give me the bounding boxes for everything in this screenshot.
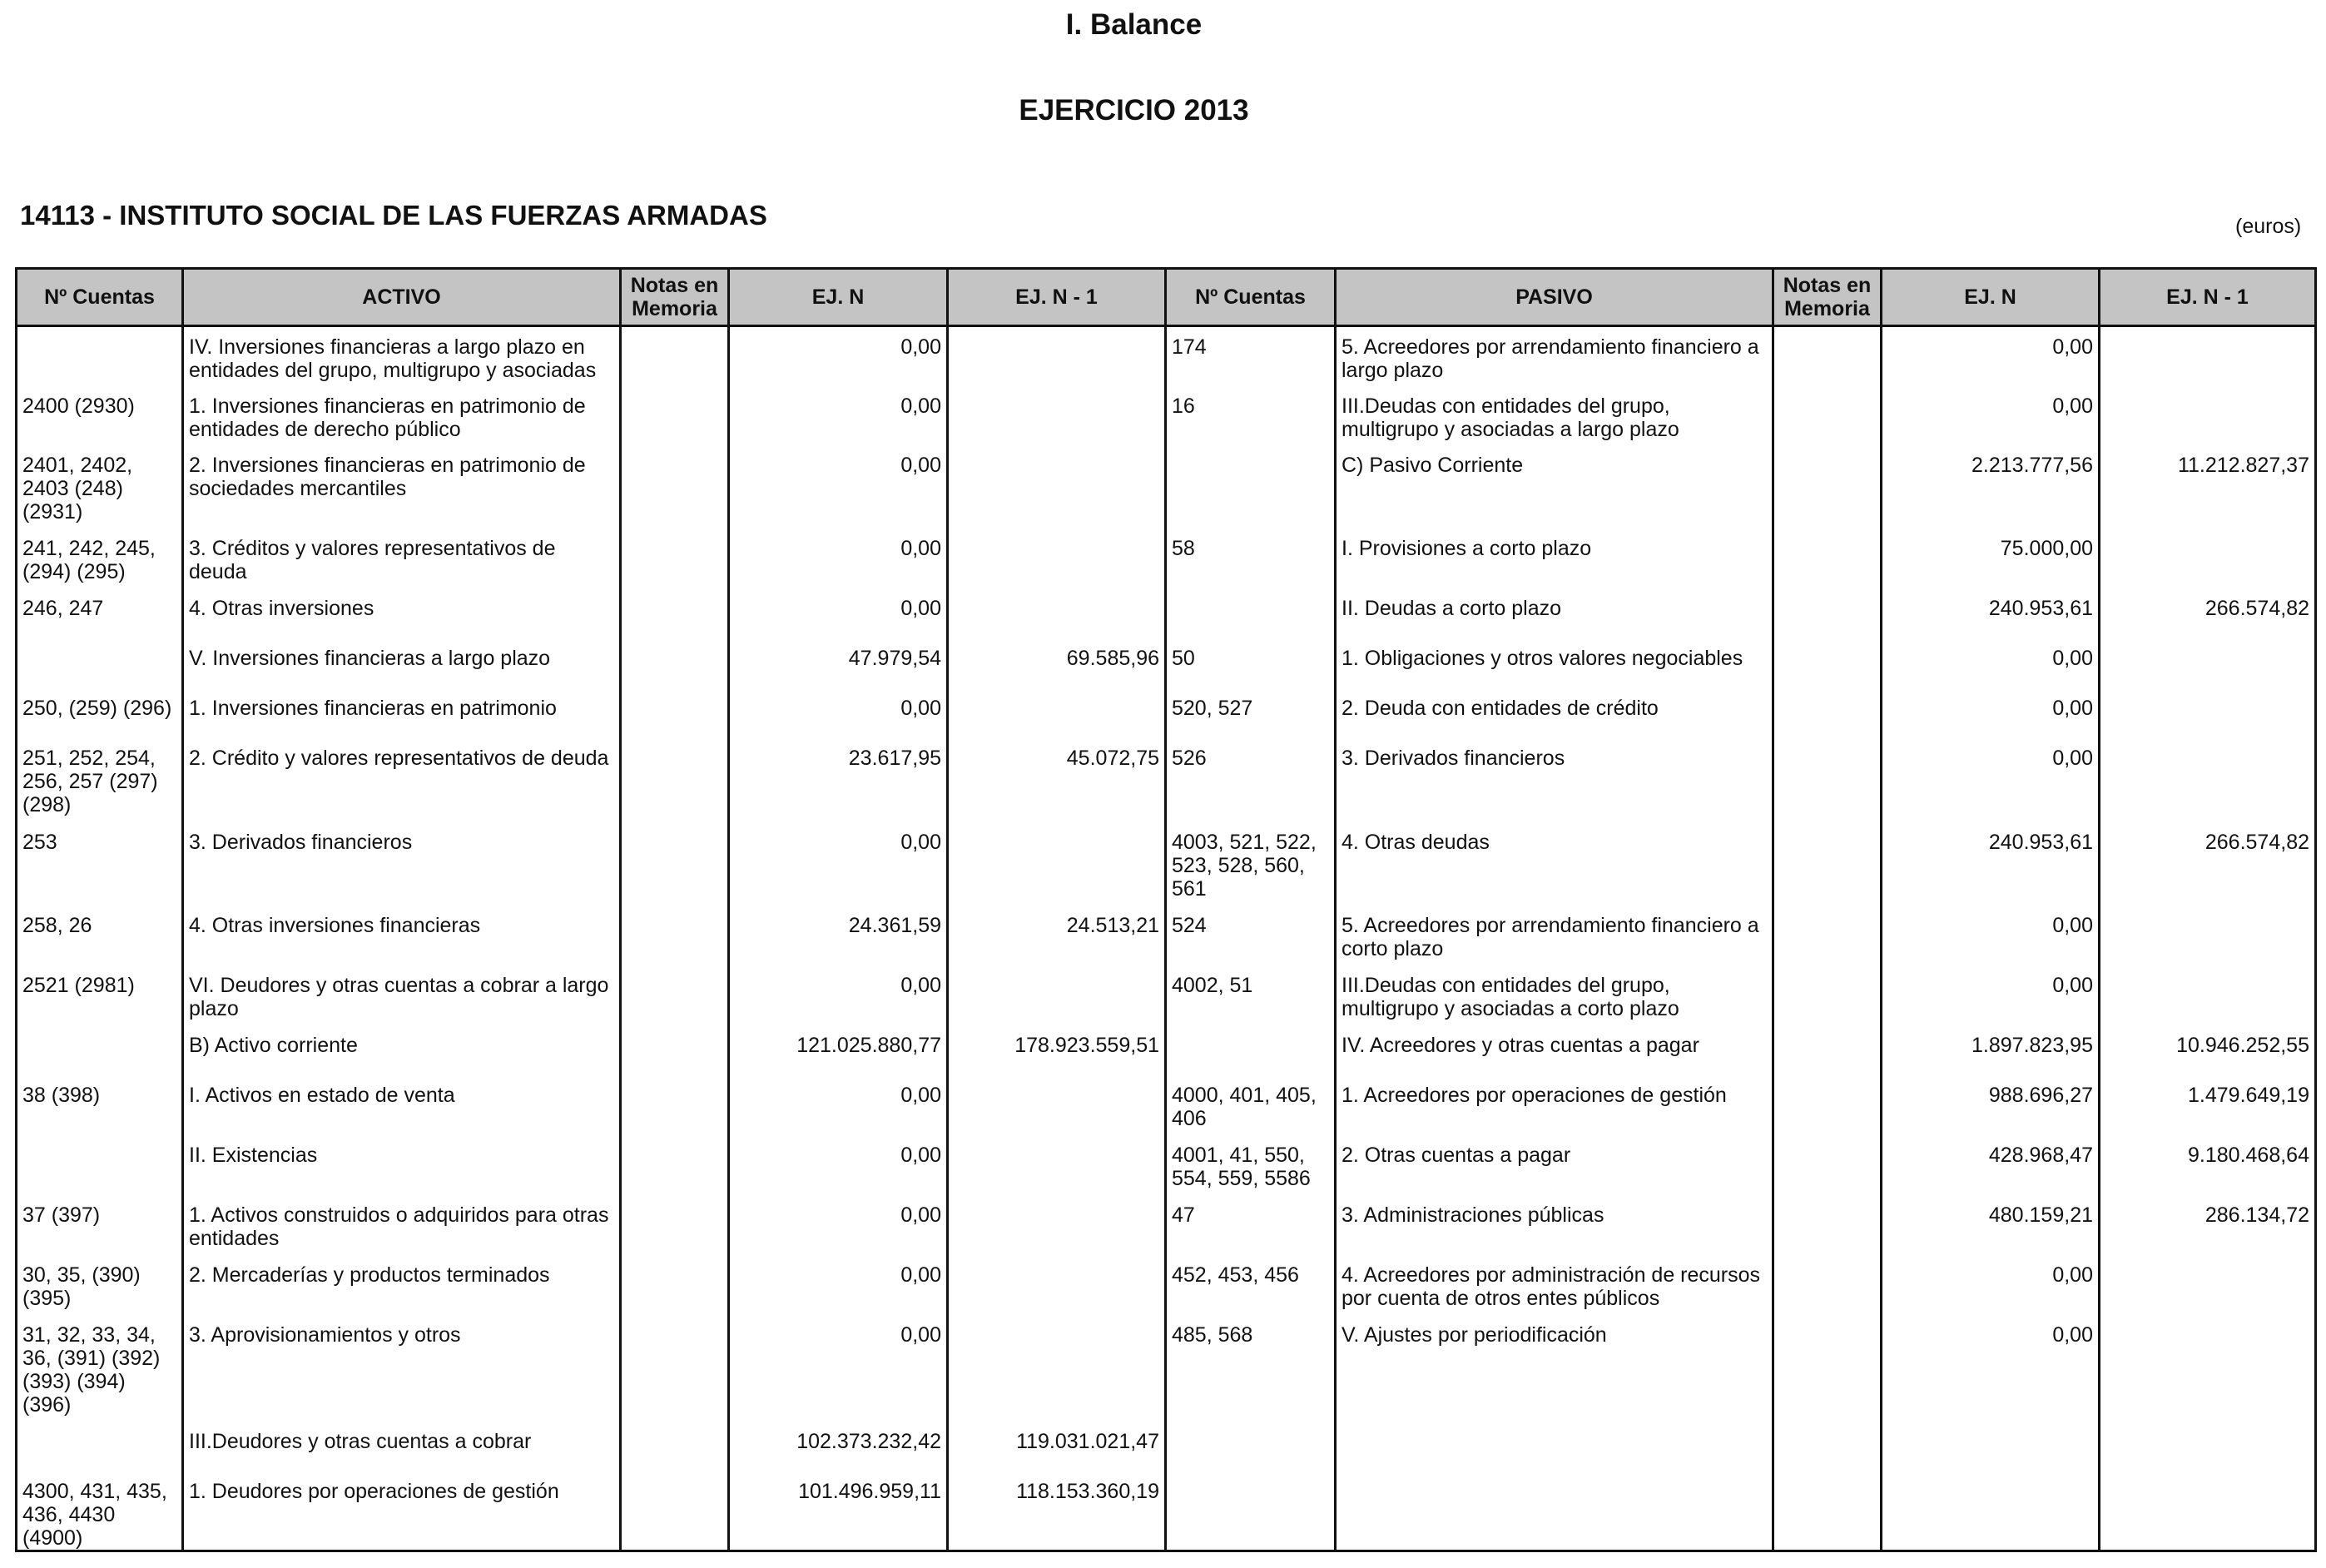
page-title: I. Balance <box>1065 8 1203 41</box>
table-row <box>17 822 2316 906</box>
liability-notes-cell <box>1773 326 1882 387</box>
asset-notes-cell <box>621 965 729 1025</box>
asset-prior-year-cell <box>948 326 1166 387</box>
liability-description-cell: 2. Deuda con entidades de crédito <box>1336 688 1773 738</box>
asset-description-cell: 1. Inversiones financieras en patrimonio <box>183 688 621 738</box>
liability-description-cell: 2. Otras cuentas a pagar <box>1336 1135 1773 1195</box>
asset-prior-year-cell <box>948 588 1166 638</box>
liability-notes-cell <box>1773 688 1882 738</box>
table-row <box>17 1025 2316 1075</box>
asset-account-cell <box>17 1135 183 1195</box>
liability-current-year-cell: 0,00 <box>1882 965 2100 1025</box>
table-row <box>17 326 2316 387</box>
liability-description-cell: III.Deudas con entidades del grupo, multigrupo y asociadas a corto plazo <box>1336 965 1773 1025</box>
liability-current-year-cell: 0,00 <box>1882 688 2100 738</box>
asset-notes-cell <box>621 1075 729 1135</box>
liability-description-cell: 1. Acreedores por operaciones de gestión <box>1336 1075 1773 1135</box>
asset-prior-year-cell: 178.923.559,51 <box>948 1025 1166 1075</box>
asset-notes-cell <box>621 588 729 638</box>
liability-current-year-cell: 0,00 <box>1882 906 2100 965</box>
table-row <box>17 638 2316 688</box>
liability-notes-cell <box>1773 445 1882 528</box>
table-row <box>17 528 2316 588</box>
liability-account-cell <box>1166 1422 1336 1471</box>
liability-account-cell: 4000, 401, 405, 406 <box>1166 1075 1336 1135</box>
asset-description-cell: 4. Otras inversiones <box>183 588 621 638</box>
col-header-liabilities-current-year: EJ. N <box>1882 269 2100 326</box>
liability-notes-cell <box>1773 638 1882 688</box>
liability-prior-year-cell <box>2100 906 2316 965</box>
liability-description-cell: V. Ajustes por periodificación <box>1336 1315 1773 1422</box>
liability-description-cell: 3. Administraciones públicas <box>1336 1195 1773 1255</box>
liability-prior-year-cell <box>2100 1471 2316 1551</box>
table-row <box>17 386 2316 445</box>
asset-account-cell <box>17 638 183 688</box>
asset-account-cell: 2401, 2402, 2403 (248) (2931) <box>17 445 183 528</box>
table-row <box>17 1471 2316 1551</box>
liability-notes-cell <box>1773 588 1882 638</box>
liability-account-cell <box>1166 588 1336 638</box>
asset-description-cell: 2. Inversiones financieras en patrimonio de sociedades mercantiles <box>183 445 621 528</box>
balance-table <box>15 267 2317 1552</box>
asset-prior-year-cell <box>948 965 1166 1025</box>
table-row <box>17 738 2316 822</box>
table-row <box>17 1422 2316 1471</box>
asset-account-cell: 2400 (2930) <box>17 386 183 445</box>
asset-prior-year-cell: 119.031.021,47 <box>948 1422 1166 1471</box>
asset-description-cell: 1. Activos construidos o adquiridos para otras entidades <box>183 1195 621 1255</box>
asset-notes-cell <box>621 1471 729 1551</box>
asset-notes-cell <box>621 528 729 588</box>
fiscal-year-title: EJERCICIO 2013 <box>1019 94 1249 127</box>
asset-notes-cell <box>621 445 729 528</box>
asset-description-cell: IV. Inversiones financieras a largo plazo en entidades del grupo, multigrupo y asociadas <box>183 326 621 387</box>
liability-account-cell: 174 <box>1166 326 1336 387</box>
asset-prior-year-cell <box>948 445 1166 528</box>
table-row <box>17 906 2316 965</box>
asset-notes-cell <box>621 822 729 906</box>
asset-notes-cell <box>621 1195 729 1255</box>
table-row <box>17 1075 2316 1135</box>
asset-current-year-cell: 0,00 <box>729 588 948 638</box>
liability-notes-cell <box>1773 822 1882 906</box>
liability-notes-cell <box>1773 528 1882 588</box>
asset-description-cell: 2. Mercaderías y productos terminados <box>183 1255 621 1315</box>
liability-description-cell: I. Provisiones a corto plazo <box>1336 528 1773 588</box>
col-header-assets-current-year: EJ. N <box>729 269 948 326</box>
asset-description-cell: VI. Deudores y otras cuentas a cobrar a largo plazo <box>183 965 621 1025</box>
liability-account-cell: 16 <box>1166 386 1336 445</box>
asset-account-cell: 30, 35, (390) (395) <box>17 1255 183 1315</box>
asset-prior-year-cell <box>948 1255 1166 1315</box>
liability-description-cell: 4. Otras deudas <box>1336 822 1773 906</box>
liability-prior-year-cell <box>2100 738 2316 822</box>
liability-notes-cell <box>1773 738 1882 822</box>
asset-account-cell: 4300, 431, 435, 436, 4430 (4900) <box>17 1471 183 1551</box>
asset-description-cell: 4. Otras inversiones financieras <box>183 906 621 965</box>
asset-account-cell <box>17 326 183 387</box>
asset-account-cell <box>17 1422 183 1471</box>
asset-current-year-cell: 101.496.959,11 <box>729 1471 948 1551</box>
liability-notes-cell <box>1773 1195 1882 1255</box>
asset-notes-cell <box>621 688 729 738</box>
liability-description-cell: 4. Acreedores por administración de recursos por cuenta de otros entes públicos <box>1336 1255 1773 1315</box>
liability-current-year-cell: 240.953,61 <box>1882 588 2100 638</box>
asset-notes-cell <box>621 1255 729 1315</box>
asset-prior-year-cell <box>948 528 1166 588</box>
liability-notes-cell <box>1773 1135 1882 1195</box>
asset-description-cell: 3. Aprovisionamientos y otros <box>183 1315 621 1422</box>
liability-prior-year-cell: 1.479.649,19 <box>2100 1075 2316 1135</box>
liability-current-year-cell <box>1882 1422 2100 1471</box>
liability-account-cell <box>1166 445 1336 528</box>
col-header-assets-notes: Notas en Memoria <box>621 269 729 326</box>
col-header-liabilities-accounts: Nº Cuentas <box>1166 269 1336 326</box>
asset-notes-cell <box>621 326 729 387</box>
asset-description-cell: 2. Crédito y valores representativos de deuda <box>183 738 621 822</box>
asset-account-cell: 253 <box>17 822 183 906</box>
asset-current-year-cell: 0,00 <box>729 1315 948 1422</box>
liability-notes-cell <box>1773 965 1882 1025</box>
asset-current-year-cell: 47.979,54 <box>729 638 948 688</box>
currency-units: (euros) <box>2235 215 2302 238</box>
liability-description-cell: C) Pasivo Corriente <box>1336 445 1773 528</box>
asset-prior-year-cell <box>948 822 1166 906</box>
liability-prior-year-cell <box>2100 1255 2316 1315</box>
asset-current-year-cell: 0,00 <box>729 1075 948 1135</box>
liability-prior-year-cell <box>2100 386 2316 445</box>
liability-prior-year-cell <box>2100 528 2316 588</box>
col-header-liabilities-notes: Notas en Memoria <box>1773 269 1882 326</box>
liability-prior-year-cell: 286.134,72 <box>2100 1195 2316 1255</box>
liability-prior-year-cell: 266.574,82 <box>2100 588 2316 638</box>
asset-account-cell: 38 (398) <box>17 1075 183 1135</box>
col-header-assets-prior-year: EJ. N - 1 <box>948 269 1166 326</box>
liability-description-cell <box>1336 1471 1773 1551</box>
asset-current-year-cell: 121.025.880,77 <box>729 1025 948 1075</box>
col-header-liabilities: PASIVO <box>1336 269 1773 326</box>
liability-prior-year-cell <box>2100 688 2316 738</box>
liability-prior-year-cell <box>2100 965 2316 1025</box>
asset-account-cell: 2521 (2981) <box>17 965 183 1025</box>
liability-prior-year-cell <box>2100 638 2316 688</box>
table-row <box>17 965 2316 1025</box>
asset-prior-year-cell: 69.585,96 <box>948 638 1166 688</box>
liability-account-cell: 4003, 521, 522, 523, 528, 560, 561 <box>1166 822 1336 906</box>
liability-account-cell: 47 <box>1166 1195 1336 1255</box>
asset-current-year-cell: 0,00 <box>729 1255 948 1315</box>
asset-current-year-cell: 0,00 <box>729 965 948 1025</box>
liability-account-cell: 452, 453, 456 <box>1166 1255 1336 1315</box>
asset-description-cell: 1. Inversiones financieras en patrimonio de entidades de derecho público <box>183 386 621 445</box>
asset-current-year-cell: 0,00 <box>729 688 948 738</box>
asset-description-cell: 3. Derivados financieros <box>183 822 621 906</box>
liability-prior-year-cell: 9.180.468,64 <box>2100 1135 2316 1195</box>
liability-prior-year-cell <box>2100 1422 2316 1471</box>
liability-description-cell <box>1336 1422 1773 1471</box>
asset-description-cell: I. Activos en estado de venta <box>183 1075 621 1135</box>
asset-description-cell: 3. Créditos y valores representativos de deuda <box>183 528 621 588</box>
asset-account-cell: 258, 26 <box>17 906 183 965</box>
liability-description-cell: 1. Obligaciones y otros valores negociables <box>1336 638 1773 688</box>
asset-prior-year-cell: 118.153.360,19 <box>948 1471 1166 1551</box>
liability-account-cell <box>1166 1025 1336 1075</box>
table-row <box>17 445 2316 528</box>
table-body <box>17 326 2316 1551</box>
asset-notes-cell <box>621 1025 729 1075</box>
liability-account-cell: 58 <box>1166 528 1336 588</box>
liability-account-cell: 4002, 51 <box>1166 965 1336 1025</box>
asset-description-cell: 1. Deudores por operaciones de gestión <box>183 1471 621 1551</box>
asset-current-year-cell: 23.617,95 <box>729 738 948 822</box>
liability-notes-cell <box>1773 1255 1882 1315</box>
asset-current-year-cell: 0,00 <box>729 822 948 906</box>
asset-account-cell: 246, 247 <box>17 588 183 638</box>
asset-current-year-cell: 0,00 <box>729 528 948 588</box>
liability-notes-cell <box>1773 386 1882 445</box>
liability-current-year-cell: 0,00 <box>1882 638 2100 688</box>
liability-account-cell: 4001, 41, 550, 554, 559, 5586 <box>1166 1135 1336 1195</box>
col-header-assets: ACTIVO <box>183 269 621 326</box>
liability-current-year-cell <box>1882 1471 2100 1551</box>
asset-prior-year-cell <box>948 386 1166 445</box>
asset-prior-year-cell: 24.513,21 <box>948 906 1166 965</box>
table-row <box>17 1135 2316 1195</box>
asset-notes-cell <box>621 906 729 965</box>
liability-description-cell: 3. Derivados financieros <box>1336 738 1773 822</box>
asset-notes-cell <box>621 1315 729 1422</box>
liability-description-cell: IV. Acreedores y otras cuentas a pagar <box>1336 1025 1773 1075</box>
liability-notes-cell <box>1773 1075 1882 1135</box>
liability-current-year-cell: 75.000,00 <box>1882 528 2100 588</box>
liability-notes-cell <box>1773 1315 1882 1422</box>
asset-current-year-cell: 0,00 <box>729 386 948 445</box>
liability-description-cell: II. Deudas a corto plazo <box>1336 588 1773 638</box>
liability-notes-cell <box>1773 1471 1882 1551</box>
asset-notes-cell <box>621 638 729 688</box>
table-row <box>17 688 2316 738</box>
asset-account-cell: 31, 32, 33, 34, 36, (391) (392) (393) (394) (396) <box>17 1315 183 1422</box>
liability-current-year-cell: 0,00 <box>1882 738 2100 822</box>
liability-prior-year-cell: 10.946.252,55 <box>2100 1025 2316 1075</box>
liability-current-year-cell: 0,00 <box>1882 326 2100 387</box>
liability-current-year-cell: 480.159,21 <box>1882 1195 2100 1255</box>
liability-notes-cell <box>1773 1025 1882 1075</box>
liability-current-year-cell: 0,00 <box>1882 386 2100 445</box>
liability-account-cell: 526 <box>1166 738 1336 822</box>
table-row <box>17 588 2316 638</box>
col-header-liabilities-prior-year: EJ. N - 1 <box>2100 269 2316 326</box>
asset-current-year-cell: 0,00 <box>729 326 948 387</box>
liability-current-year-cell: 2.213.777,56 <box>1882 445 2100 528</box>
asset-notes-cell <box>621 1135 729 1195</box>
liability-prior-year-cell: 11.212.827,37 <box>2100 445 2316 528</box>
liability-description-cell: 5. Acreedores por arrendamiento financiero a largo plazo <box>1336 326 1773 387</box>
liability-current-year-cell: 240.953,61 <box>1882 822 2100 906</box>
liability-description-cell: 5. Acreedores por arrendamiento financiero a corto plazo <box>1336 906 1773 965</box>
asset-description-cell: II. Existencias <box>183 1135 621 1195</box>
asset-current-year-cell: 102.373.232,42 <box>729 1422 948 1471</box>
asset-prior-year-cell <box>948 1315 1166 1422</box>
liability-current-year-cell: 988.696,27 <box>1882 1075 2100 1135</box>
liability-notes-cell <box>1773 906 1882 965</box>
liability-description-cell: III.Deudas con entidades del grupo, multigrupo y asociadas a largo plazo <box>1336 386 1773 445</box>
asset-current-year-cell: 24.361,59 <box>729 906 948 965</box>
asset-description-cell: V. Inversiones financieras a largo plazo <box>183 638 621 688</box>
asset-notes-cell <box>621 386 729 445</box>
asset-prior-year-cell <box>948 1195 1166 1255</box>
asset-prior-year-cell <box>948 688 1166 738</box>
asset-description-cell: III.Deudores y otras cuentas a cobrar <box>183 1422 621 1471</box>
asset-description-cell: B) Activo corriente <box>183 1025 621 1075</box>
asset-current-year-cell: 0,00 <box>729 1135 948 1195</box>
liability-account-cell: 524 <box>1166 906 1336 965</box>
liability-current-year-cell: 0,00 <box>1882 1255 2100 1315</box>
liability-account-cell: 50 <box>1166 638 1336 688</box>
table-row <box>17 1255 2316 1315</box>
liability-account-cell: 485, 568 <box>1166 1315 1336 1422</box>
asset-current-year-cell: 0,00 <box>729 445 948 528</box>
asset-current-year-cell: 0,00 <box>729 1195 948 1255</box>
asset-prior-year-cell: 45.072,75 <box>948 738 1166 822</box>
asset-prior-year-cell <box>948 1075 1166 1135</box>
liability-prior-year-cell <box>2100 1315 2316 1422</box>
liability-prior-year-cell <box>2100 326 2316 387</box>
col-header-assets-accounts: Nº Cuentas <box>17 269 183 326</box>
asset-account-cell: 250, (259) (296) <box>17 688 183 738</box>
liability-notes-cell <box>1773 1422 1882 1471</box>
entity-name: 14113 - INSTITUTO SOCIAL DE LAS FUERZAS ARMADAS <box>20 200 767 231</box>
liability-account-cell: 520, 527 <box>1166 688 1336 738</box>
asset-account-cell <box>17 1025 183 1075</box>
asset-notes-cell <box>621 738 729 822</box>
liability-current-year-cell: 0,00 <box>1882 1315 2100 1422</box>
liability-current-year-cell: 1.897.823,95 <box>1882 1025 2100 1075</box>
asset-notes-cell <box>621 1422 729 1471</box>
asset-prior-year-cell <box>948 1135 1166 1195</box>
asset-account-cell: 37 (397) <box>17 1195 183 1255</box>
liability-account-cell <box>1166 1471 1336 1551</box>
liability-prior-year-cell: 266.574,82 <box>2100 822 2316 906</box>
table-row <box>17 1195 2316 1255</box>
liability-current-year-cell: 428.968,47 <box>1882 1135 2100 1195</box>
table-header-row <box>17 269 2316 326</box>
asset-account-cell: 241, 242, 245, (294) (295) <box>17 528 183 588</box>
table-row <box>17 1315 2316 1422</box>
asset-account-cell: 251, 252, 254, 256, 257 (297) (298) <box>17 738 183 822</box>
